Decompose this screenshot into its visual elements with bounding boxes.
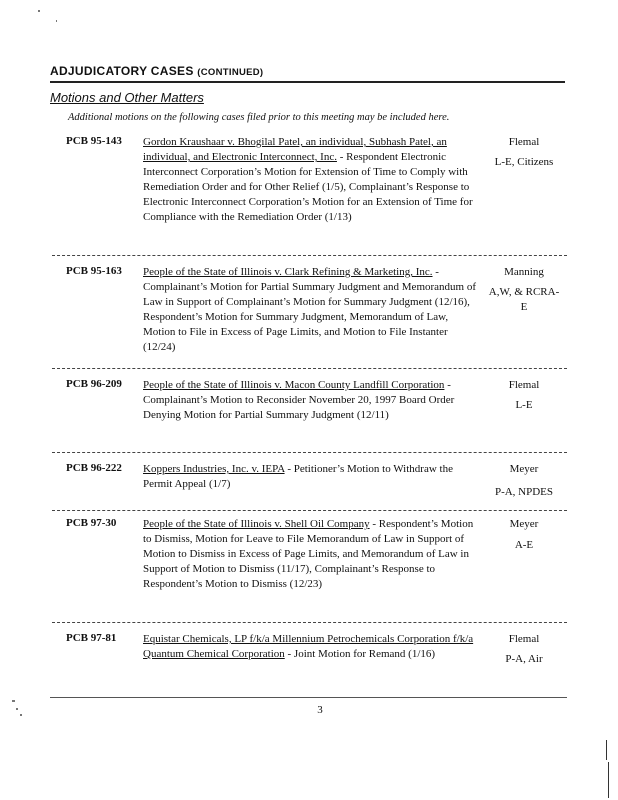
case-assignment — [488, 517, 560, 553]
case-title-link[interactable]: Gordon Kraushaar v. Bhogilal Patel, an individual, Subhash Patel, an individual, and Electronic Interconnect, Inc. — [143, 136, 447, 163]
footer-rule — [50, 697, 567, 698]
case-title-link[interactable]: People of the State of Illinois v. Shell Oil Company — [143, 518, 370, 530]
case-description — [143, 517, 478, 592]
case-number: PCB 97-30 — [66, 517, 117, 529]
case-description — [143, 135, 478, 225]
case-number: PCB 96-209 — [66, 378, 122, 390]
case-type-code: A,W, & RCRA-E — [488, 286, 560, 313]
case-number: PCB 97-81 — [66, 632, 117, 644]
case-text: - Complainant’s Motion to Reconsider November 20, 1997 Board Order Denying Motion for Partial Summary Judgment (12/11) — [143, 379, 455, 421]
case-type-code: P-A, Air — [505, 653, 543, 665]
board-member: Flemal — [508, 136, 540, 148]
case-assignment — [488, 135, 560, 170]
case-number: PCB 95-163 — [66, 265, 122, 277]
case-text: - Respondent’s Motion to Dismiss, Motion for Leave to File Memorandum of Law in Support of Motion to Dismiss in Excess of Page Limits, and Memorandum of Law in Support of Motion to Dismiss (11/17), Complainant’s Response to Respondent’s Motion to Dismiss (12/23) — [143, 518, 474, 590]
separator — [52, 368, 567, 369]
case-title-link[interactable]: People of the State of Illinois v. Macon County Landfill Corporation — [143, 379, 445, 391]
case-title-link[interactable]: Equistar Chemicals, LP f/k/a Millennium Petrochemicals Corporation f/k/a Quantum Chemical Corporation — [143, 633, 474, 660]
case-text: - Petitioner’s Motion to Withdraw the Permit Appeal (1/7) — [143, 463, 453, 490]
note-text: Additional motions on the following cases filed prior to this meeting may be included here. — [68, 112, 450, 123]
section-title-continued: (CONTINUED) — [197, 67, 264, 78]
board-member: Manning — [504, 266, 544, 278]
scan-edge-line — [606, 740, 607, 760]
scan-edge-line — [608, 762, 609, 798]
scan-speck — [16, 708, 18, 710]
case-number: PCB 95-143 — [66, 135, 122, 147]
board-member: Flemal — [508, 379, 540, 391]
case-number: PCB 96-222 — [66, 462, 122, 474]
case-description — [143, 265, 478, 355]
case-text: - Joint Motion for Remand (1/16) — [284, 648, 436, 660]
subsection-title: Motions and Other Matters — [50, 90, 204, 105]
case-description — [143, 462, 478, 492]
case-title-link[interactable]: Koppers Industries, Inc. v. IEPA — [143, 463, 285, 475]
separator — [52, 510, 567, 511]
board-member: Meyer — [509, 518, 539, 530]
case-type-code: L-E — [515, 399, 533, 411]
case-type-code: L-E, Citizens — [494, 156, 554, 168]
case-type-code: P-A, NPDES — [494, 486, 554, 498]
case-text: - Complainant’s Motion for Partial Summary Judgment and Memorandum of Law in Support of Complainant’s Motion for Summary Judgment (12/16), Respondent’s Motion for Summary Judgment, Memorandum of Law, Motion to File in Excess of Page Limits, and Motion to File Instanter (12/24) — [143, 266, 477, 353]
scan-speck — [20, 714, 22, 716]
scan-speck — [38, 10, 40, 12]
separator — [52, 255, 567, 256]
board-member: Flemal — [508, 633, 540, 645]
separator — [52, 452, 567, 453]
case-text: - Respondent Electronic Interconnect Corporation’s Motion for Extension of Time to Comply with Remediation Order and for Other Relief (1/5), Complainant’s Response to Electronic Interconnect Corporation’s Motion for an Extension of Time for Compliance with the Remediation Order (1/13) — [143, 151, 473, 223]
page-number: 3 — [317, 704, 323, 716]
case-title-link[interactable]: People of the State of Illinois v. Clark Refining & Marketing, Inc. — [143, 266, 433, 278]
scan-speck — [12, 700, 15, 702]
case-assignment — [488, 265, 560, 315]
scan-speck — [56, 20, 57, 22]
case-type-code: A-E — [514, 539, 534, 551]
case-description — [143, 632, 478, 662]
section-title — [50, 64, 565, 83]
separator — [52, 622, 567, 623]
case-description — [143, 378, 478, 423]
case-assignment — [488, 462, 560, 500]
board-member: Meyer — [509, 463, 539, 475]
case-assignment — [488, 632, 560, 667]
section-title-text: ADJUDICATORY CASES — [50, 64, 194, 78]
case-assignment — [488, 378, 560, 413]
